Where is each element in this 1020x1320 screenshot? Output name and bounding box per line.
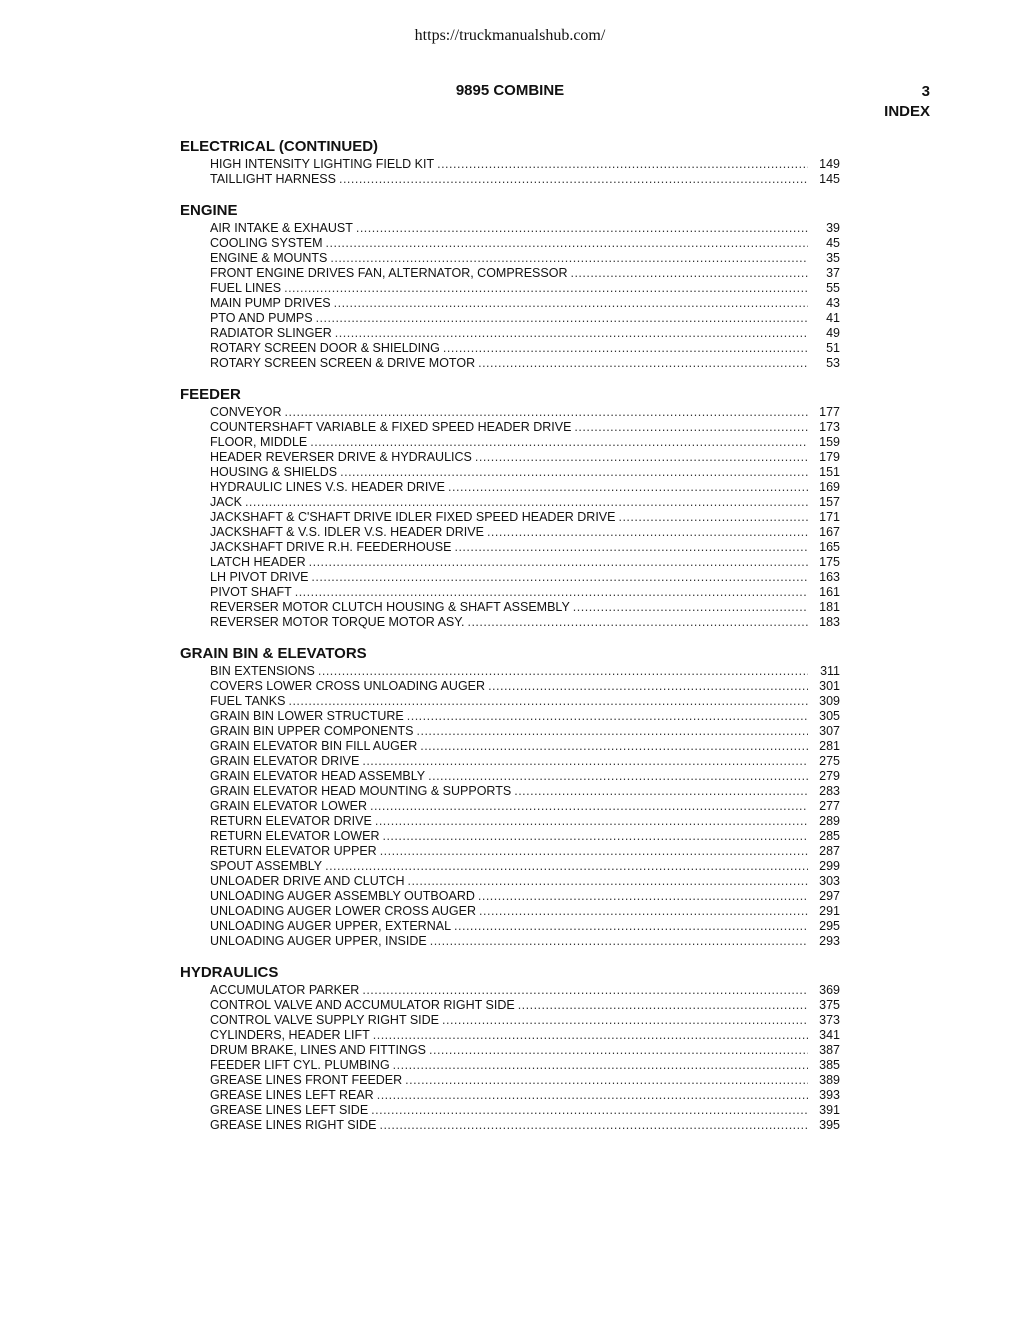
dot-leader bbox=[318, 664, 808, 679]
dot-leader bbox=[488, 679, 808, 694]
entry-page-number: 53 bbox=[826, 356, 840, 370]
entry-label: CONTROL VALVE SUPPLY RIGHT SIDE bbox=[210, 1013, 439, 1027]
dot-leader bbox=[428, 769, 808, 784]
index-entry bbox=[210, 709, 840, 724]
dot-leader bbox=[288, 694, 808, 709]
index-entry bbox=[210, 311, 840, 326]
entry-page-number: 45 bbox=[826, 236, 840, 250]
dot-leader bbox=[618, 510, 808, 525]
index-entry bbox=[210, 784, 840, 799]
entry-label: FEEDER LIFT CYL. PLUMBING bbox=[210, 1058, 390, 1072]
entry-page-number: 281 bbox=[819, 739, 840, 753]
entry-page-number: 277 bbox=[819, 799, 840, 813]
entry-label: GRAIN ELEVATOR HEAD MOUNTING & SUPPORTS bbox=[210, 784, 512, 798]
index-entry bbox=[210, 615, 840, 630]
entry-page-number: 301 bbox=[819, 679, 840, 693]
entry-label: RADIATOR SLINGER bbox=[210, 326, 332, 340]
entry-label: PTO AND PUMPS bbox=[210, 311, 313, 325]
entry-label: REVERSER MOTOR CLUTCH HOUSING & SHAFT ASSEMBLY bbox=[210, 600, 570, 614]
entry-page-number: 291 bbox=[819, 904, 840, 918]
index-entry bbox=[210, 600, 840, 615]
section-title: FEEDER bbox=[180, 386, 241, 403]
page-info bbox=[884, 82, 930, 122]
dot-leader bbox=[316, 311, 808, 326]
entry-label: DRUM BRAKE, LINES AND FITTINGS bbox=[210, 1043, 427, 1057]
dot-leader bbox=[475, 450, 808, 465]
dot-leader bbox=[245, 495, 808, 510]
index-entry bbox=[210, 157, 840, 172]
dot-leader bbox=[429, 1043, 808, 1058]
index-entry bbox=[210, 555, 840, 570]
index-section bbox=[180, 964, 840, 1133]
dot-leader bbox=[373, 1028, 808, 1043]
index-entry bbox=[210, 1013, 840, 1028]
index-entry bbox=[210, 266, 840, 281]
dot-leader bbox=[467, 615, 808, 630]
index-entry bbox=[210, 480, 840, 495]
dot-leader bbox=[417, 724, 809, 739]
entry-page-number: 43 bbox=[826, 296, 840, 310]
entry-label: JACKSHAFT DRIVE R.H. FEEDERHOUSE bbox=[210, 540, 452, 554]
index-entry bbox=[210, 341, 840, 356]
dot-leader bbox=[334, 296, 808, 311]
entry-page-number: 293 bbox=[819, 934, 840, 948]
index-entry bbox=[210, 236, 840, 251]
entry-label: SPOUT ASSEMBLY bbox=[210, 859, 323, 873]
entry-label: GREASE LINES LEFT SIDE bbox=[210, 1103, 369, 1117]
entry-label: REVERSER MOTOR TORQUE MOTOR ASY. bbox=[210, 615, 465, 629]
dot-leader bbox=[430, 934, 808, 949]
entry-label: FUEL LINES bbox=[210, 281, 282, 295]
dot-leader bbox=[570, 266, 808, 281]
entry-page-number: 303 bbox=[819, 874, 840, 888]
index-entry bbox=[210, 829, 840, 844]
index-section bbox=[180, 386, 840, 630]
dot-leader bbox=[382, 829, 808, 844]
dot-leader bbox=[514, 784, 808, 799]
index-entry bbox=[210, 1043, 840, 1058]
dot-leader bbox=[326, 236, 808, 251]
index-entry bbox=[210, 679, 840, 694]
index-section bbox=[180, 202, 840, 371]
section-title: ELECTRICAL (CONTINUED) bbox=[180, 138, 379, 155]
index-entry bbox=[210, 859, 840, 874]
page-number: 3 bbox=[921, 83, 930, 100]
entry-label: GREASE LINES LEFT REAR bbox=[210, 1088, 374, 1102]
entry-label: GRAIN BIN LOWER STRUCTURE bbox=[210, 709, 404, 723]
dot-leader bbox=[311, 570, 808, 585]
entry-label: GRAIN BIN UPPER COMPONENTS bbox=[210, 724, 414, 738]
index-entry bbox=[210, 281, 840, 296]
index-entry bbox=[210, 814, 840, 829]
dot-leader bbox=[371, 1103, 808, 1118]
dot-leader bbox=[454, 919, 808, 934]
entry-page-number: 149 bbox=[819, 157, 840, 171]
entry-page-number: 37 bbox=[826, 266, 840, 280]
entry-page-number: 165 bbox=[819, 540, 840, 554]
entry-page-number: 391 bbox=[819, 1103, 840, 1117]
index-entry bbox=[210, 326, 840, 341]
index-entry bbox=[210, 983, 840, 998]
entry-page-number: 285 bbox=[819, 829, 840, 843]
entry-label: FRONT ENGINE DRIVES FAN, ALTERNATOR, COMPRESSOR bbox=[210, 266, 568, 280]
entry-page-number: 309 bbox=[819, 694, 840, 708]
entry-page-number: 369 bbox=[819, 983, 840, 997]
entry-page-number: 283 bbox=[819, 784, 840, 798]
index-entry bbox=[210, 664, 840, 679]
entry-page-number: 49 bbox=[826, 326, 840, 340]
entry-label: LH PIVOT DRIVE bbox=[210, 570, 309, 584]
index-entry bbox=[210, 934, 840, 949]
entry-page-number: 159 bbox=[819, 435, 840, 449]
index-entry bbox=[210, 754, 840, 769]
dot-leader bbox=[405, 1073, 808, 1088]
page-label: INDEX bbox=[884, 103, 930, 120]
entry-label: GRAIN ELEVATOR BIN FILL AUGER bbox=[210, 739, 418, 753]
entry-page-number: 295 bbox=[819, 919, 840, 933]
entry-page-number: 157 bbox=[819, 495, 840, 509]
entry-label: GRAIN ELEVATOR HEAD ASSEMBLY bbox=[210, 769, 426, 783]
entry-label: JACK bbox=[210, 495, 242, 509]
entry-label: BIN EXTENSIONS bbox=[210, 664, 315, 678]
entry-page-number: 51 bbox=[826, 341, 840, 355]
dot-leader bbox=[339, 172, 808, 187]
dot-leader bbox=[574, 420, 808, 435]
entry-page-number: 177 bbox=[819, 405, 840, 419]
dot-leader bbox=[325, 859, 808, 874]
entry-page-number: 307 bbox=[819, 724, 840, 738]
entry-label: AIR INTAKE & EXHAUST bbox=[210, 221, 353, 235]
dot-leader bbox=[335, 326, 808, 341]
dot-leader bbox=[407, 874, 808, 889]
dot-leader bbox=[407, 709, 808, 724]
dot-leader bbox=[442, 1013, 808, 1028]
index-section bbox=[180, 645, 840, 949]
dot-leader bbox=[448, 480, 808, 495]
entry-label: GREASE LINES FRONT FEEDER bbox=[210, 1073, 403, 1087]
index-entry bbox=[210, 1058, 840, 1073]
source-url: https://truckmanualshub.com/ bbox=[414, 27, 606, 44]
entry-label: HIGH INTENSITY LIGHTING FIELD KIT bbox=[210, 157, 435, 171]
entry-page-number: 299 bbox=[819, 859, 840, 873]
entry-label: UNLOADER DRIVE AND CLUTCH bbox=[210, 874, 405, 888]
entry-label: JACKSHAFT & C'SHAFT DRIVE IDLER FIXED SPEED HEADER DRIVE bbox=[210, 510, 616, 524]
dot-leader bbox=[284, 281, 808, 296]
entry-page-number: 181 bbox=[819, 600, 840, 614]
entry-label: ROTARY SCREEN SCREEN & DRIVE MOTOR bbox=[210, 356, 476, 370]
entry-label: RETURN ELEVATOR LOWER bbox=[210, 829, 380, 843]
entry-page-number: 171 bbox=[819, 510, 840, 524]
index-entry bbox=[210, 356, 840, 371]
entry-label: FUEL TANKS bbox=[210, 694, 286, 708]
dot-leader bbox=[340, 465, 808, 480]
index-entry bbox=[210, 889, 840, 904]
dot-leader bbox=[295, 585, 808, 600]
section-title: GRAIN BIN & ELEVATORS bbox=[180, 645, 367, 662]
entry-label: ENGINE & MOUNTS bbox=[210, 251, 328, 265]
index-entry bbox=[210, 904, 840, 919]
index-entry bbox=[210, 694, 840, 709]
dot-leader bbox=[380, 844, 808, 859]
index-entry bbox=[210, 510, 840, 525]
index-entry bbox=[210, 570, 840, 585]
dot-leader bbox=[362, 983, 808, 998]
entry-label: PIVOT SHAFT bbox=[210, 585, 292, 599]
entry-page-number: 341 bbox=[819, 1028, 840, 1042]
entry-label: ACCUMULATOR PARKER bbox=[210, 983, 360, 997]
dot-leader bbox=[375, 814, 808, 829]
entry-page-number: 161 bbox=[819, 585, 840, 599]
index-entry bbox=[210, 919, 840, 934]
entry-label: UNLOADING AUGER LOWER CROSS AUGER bbox=[210, 904, 477, 918]
entry-label: JACKSHAFT & V.S. IDLER V.S. HEADER DRIVE bbox=[210, 525, 484, 539]
entry-page-number: 163 bbox=[819, 570, 840, 584]
index-entry bbox=[210, 1118, 840, 1133]
entry-page-number: 183 bbox=[819, 615, 840, 629]
index-entry bbox=[210, 739, 840, 754]
index-entry bbox=[210, 172, 840, 187]
index-entry bbox=[210, 1088, 840, 1103]
section-title: ENGINE bbox=[180, 202, 238, 219]
index-entry bbox=[210, 450, 840, 465]
entry-page-number: 145 bbox=[819, 172, 840, 186]
dot-leader bbox=[478, 356, 808, 371]
dot-leader bbox=[573, 600, 808, 615]
dot-leader bbox=[370, 799, 808, 814]
entry-page-number: 389 bbox=[819, 1073, 840, 1087]
entry-label: CONTROL VALVE AND ACCUMULATOR RIGHT SIDE bbox=[210, 998, 515, 1012]
entry-label: LATCH HEADER bbox=[210, 555, 306, 569]
dot-leader bbox=[420, 739, 808, 754]
entry-page-number: 373 bbox=[819, 1013, 840, 1027]
index-entry bbox=[210, 405, 840, 420]
index-entry bbox=[210, 525, 840, 540]
entry-label: ROTARY SCREEN DOOR & SHIELDING bbox=[210, 341, 440, 355]
entry-page-number: 41 bbox=[826, 311, 840, 325]
entry-page-number: 55 bbox=[826, 281, 840, 295]
entry-page-number: 311 bbox=[820, 664, 840, 678]
entry-label: COUNTERSHAFT VARIABLE & FIXED SPEED HEADER DRIVE bbox=[210, 420, 572, 434]
entry-page-number: 385 bbox=[819, 1058, 840, 1072]
entry-label: UNLOADING AUGER UPPER, INSIDE bbox=[210, 934, 427, 948]
dot-leader bbox=[356, 221, 808, 236]
entry-page-number: 395 bbox=[819, 1118, 840, 1132]
index-entry bbox=[210, 540, 840, 555]
entry-page-number: 305 bbox=[819, 709, 840, 723]
entry-page-number: 151 bbox=[819, 465, 840, 479]
dot-leader bbox=[285, 405, 808, 420]
dot-leader bbox=[310, 435, 808, 450]
dot-leader bbox=[393, 1058, 808, 1073]
entry-label: FLOOR, MIDDLE bbox=[210, 435, 308, 449]
index-entry bbox=[210, 1073, 840, 1088]
entry-label: HOUSING & SHIELDS bbox=[210, 465, 338, 479]
dot-leader bbox=[487, 525, 808, 540]
dot-leader bbox=[478, 889, 808, 904]
index-entry bbox=[210, 998, 840, 1013]
entry-page-number: 169 bbox=[819, 480, 840, 494]
entry-page-number: 275 bbox=[819, 754, 840, 768]
entry-page-number: 35 bbox=[826, 251, 840, 265]
index-entry bbox=[210, 296, 840, 311]
entry-page-number: 287 bbox=[819, 844, 840, 858]
index-entry bbox=[210, 465, 840, 480]
entry-page-number: 39 bbox=[826, 221, 840, 235]
index-entry bbox=[210, 420, 840, 435]
entry-label: GRAIN ELEVATOR LOWER bbox=[210, 799, 367, 813]
entry-page-number: 393 bbox=[819, 1088, 840, 1102]
entry-page-number: 387 bbox=[819, 1043, 840, 1057]
dot-leader bbox=[330, 251, 808, 266]
index-entry bbox=[210, 1028, 840, 1043]
entry-page-number: 175 bbox=[819, 555, 840, 569]
entry-label: GREASE LINES RIGHT SIDE bbox=[210, 1118, 377, 1132]
entry-label: TAILLIGHT HARNESS bbox=[210, 172, 336, 186]
entry-label: HYDRAULIC LINES V.S. HEADER DRIVE bbox=[210, 480, 446, 494]
dot-leader bbox=[454, 540, 808, 555]
entry-label: UNLOADING AUGER ASSEMBLY OUTBOARD bbox=[210, 889, 475, 903]
entry-label: GRAIN ELEVATOR DRIVE bbox=[210, 754, 360, 768]
dot-leader bbox=[377, 1088, 808, 1103]
entry-page-number: 173 bbox=[819, 420, 840, 434]
entry-page-number: 297 bbox=[819, 889, 840, 903]
document-title: 9895 COMBINE bbox=[455, 82, 565, 99]
index-body bbox=[180, 138, 840, 1148]
entry-label: CYLINDERS, HEADER LIFT bbox=[210, 1028, 370, 1042]
index-entry bbox=[210, 874, 840, 889]
entry-label: HEADER REVERSER DRIVE & HYDRAULICS bbox=[210, 450, 472, 464]
index-entry bbox=[210, 495, 840, 510]
index-section bbox=[180, 138, 840, 187]
index-entry bbox=[210, 435, 840, 450]
dot-leader bbox=[437, 157, 808, 172]
entry-page-number: 179 bbox=[819, 450, 840, 464]
index-entry bbox=[210, 844, 840, 859]
dot-leader bbox=[379, 1118, 808, 1133]
dot-leader bbox=[479, 904, 808, 919]
dot-leader bbox=[443, 341, 808, 356]
entry-label: MAIN PUMP DRIVES bbox=[210, 296, 331, 310]
dot-leader bbox=[518, 998, 808, 1013]
entry-page-number: 289 bbox=[819, 814, 840, 828]
index-entry bbox=[210, 724, 840, 739]
entry-label: RETURN ELEVATOR DRIVE bbox=[210, 814, 372, 828]
entry-page-number: 375 bbox=[819, 998, 840, 1012]
entry-label: COVERS LOWER CROSS UNLOADING AUGER bbox=[210, 679, 486, 693]
dot-leader bbox=[309, 555, 808, 570]
entry-label: CONVEYOR bbox=[210, 405, 282, 419]
entry-page-number: 279 bbox=[819, 769, 840, 783]
index-entry bbox=[210, 799, 840, 814]
entry-page-number: 167 bbox=[819, 525, 840, 539]
index-entry bbox=[210, 769, 840, 784]
index-entry bbox=[210, 221, 840, 236]
entry-label: UNLOADING AUGER UPPER, EXTERNAL bbox=[210, 919, 452, 933]
section-title: HYDRAULICS bbox=[180, 964, 279, 981]
index-entry bbox=[210, 1103, 840, 1118]
index-entry bbox=[210, 251, 840, 266]
entry-label: RETURN ELEVATOR UPPER bbox=[210, 844, 377, 858]
entry-label: COOLING SYSTEM bbox=[210, 236, 323, 250]
index-entry bbox=[210, 585, 840, 600]
dot-leader bbox=[362, 754, 808, 769]
